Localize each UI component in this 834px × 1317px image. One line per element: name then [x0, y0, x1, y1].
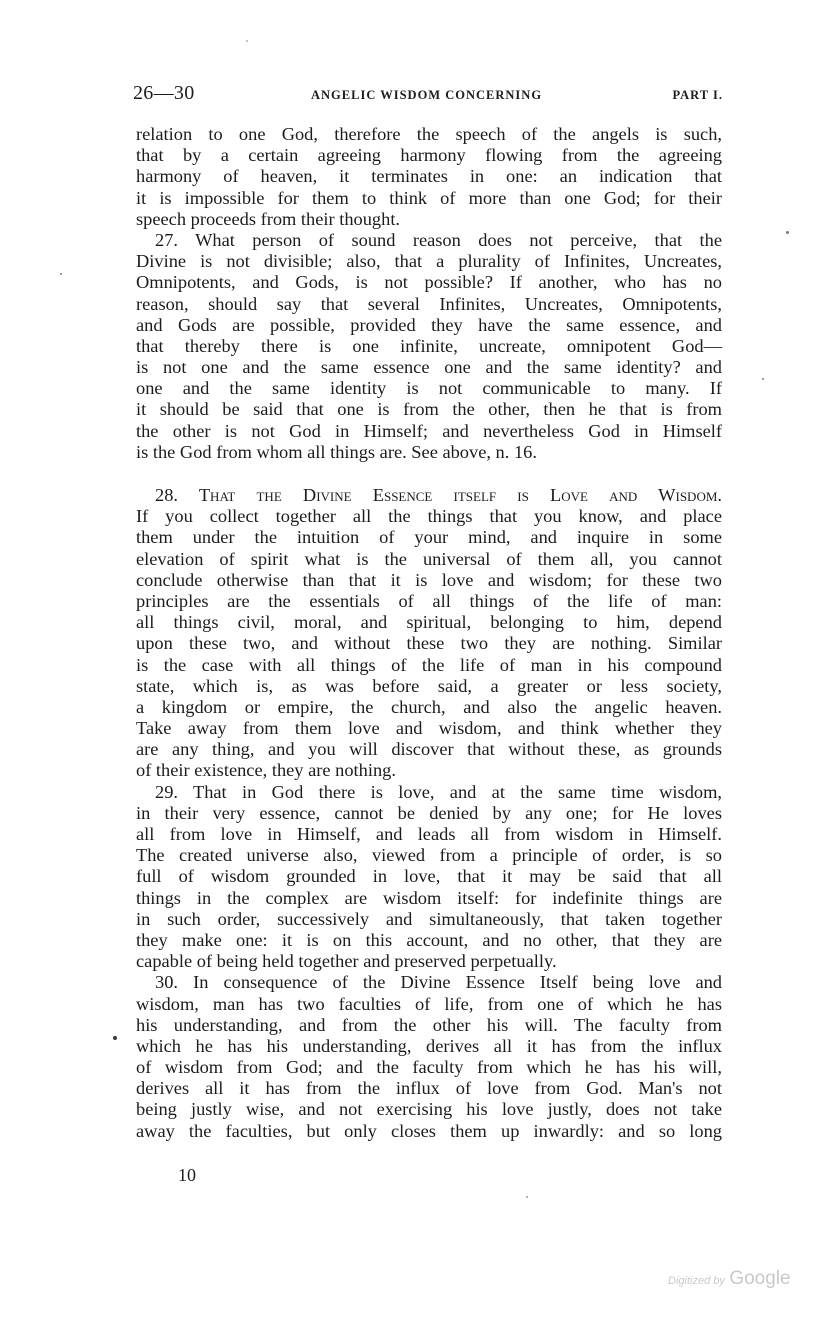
text-line: all from love in Himself, and leads all from wisdom in Himself. — [136, 824, 722, 844]
text-line: speech proceeds from their thought. — [136, 208, 401, 229]
text-line: derives all it has from the influx of love from God. Man's not — [136, 1078, 722, 1099]
ink-speck — [113, 1036, 117, 1040]
page-range: 26—30 — [133, 82, 195, 104]
body-text — [136, 124, 722, 1142]
text-line: capable of being held together and preserved perpetually. — [136, 951, 557, 972]
text-line: If you collect together all the things that you know, and place — [136, 506, 722, 527]
text-line: is not one and the same essence one and the same identity? and — [136, 357, 722, 378]
running-header — [133, 82, 723, 108]
text-line: in such order, successively and simultaneously, that taken together — [136, 908, 722, 929]
text-line: being justly wise, and not exercising his love justly, does not take — [136, 1099, 722, 1120]
text-line: them under the intuition of your mind, and inquire in some — [136, 527, 722, 548]
text-line: reason, should say that several Infinites, Uncreates, Omnipotents, — [136, 293, 722, 314]
text-line: full of wisdom grounded in love, that it may be said that all — [136, 866, 722, 887]
ink-speck — [246, 40, 248, 42]
text-line: which he has his understanding, derives all it has from the influx — [136, 1035, 722, 1056]
text-line: The created universe also, viewed from a principle of order, is so — [136, 845, 722, 866]
text-line: that thereby there is one infinite, uncreate, omnipotent God— — [136, 335, 722, 356]
text-line: relation to one God, therefore the speech of the angels is such, — [136, 124, 722, 144]
text-line: conclude otherwise than that it is love and wisdom; for these two — [136, 569, 722, 590]
text-line: it should be said that one is from the other, then he that is from — [136, 399, 722, 420]
text-line: a kingdom or empire, the church, and also the angelic heaven. — [136, 696, 722, 717]
text-line: are any thing, and you will discover that without these, as grounds — [136, 739, 722, 760]
paragraph-27-start: 27. What person of sound reason does not perceive, that the — [155, 229, 722, 250]
text-line: upon these two, and without these two they are nothing. Similar — [136, 633, 722, 654]
watermark-prefix: Digitized by — [668, 1275, 725, 1287]
text-line: Divine is not divisible; also, that a plurality of Infinites, Uncreates, — [136, 251, 722, 272]
text-line: state, which is, as was before said, a greater or less society, — [136, 675, 722, 696]
text-line: the other is not God in Himself; and nevertheless God in Himself — [136, 420, 722, 441]
text-line: Omnipotents, and Gods, is not possible? If another, who has no — [136, 272, 722, 293]
text-line: that by a certain agreeing harmony flowing from the agreeing — [136, 145, 722, 166]
ink-speck — [60, 273, 62, 275]
text-line: of wisdom from God; and the faculty from which he has his will, — [136, 1057, 722, 1078]
ink-speck — [526, 1196, 528, 1198]
text-line: harmony of heaven, it terminates in one: an indication that — [136, 166, 722, 187]
text-line: away the faculties, but only closes them up inwardly: and so long — [136, 1120, 722, 1141]
running-title: ANGELIC WISDOM CONCERNING — [311, 88, 543, 102]
text-line: principles are the essentials of all things of the life of man: — [136, 590, 722, 611]
text-line: wisdom, man has two faculties of life, from one of which he has — [136, 993, 722, 1014]
text-line: they make one: it is on this account, and no other, that they are — [136, 929, 722, 950]
section-heading-28: 28. That the Divine Essence itself is Love and Wisdom. — [155, 485, 722, 505]
digitized-watermark — [668, 1268, 791, 1290]
text-line: of their existence, they are nothing. — [136, 760, 396, 781]
paragraph-30-start: 30. In consequence of the Divine Essence Itself being love and — [155, 972, 722, 993]
text-line: elevation of spirit what is the universal of them all, you cannot — [136, 548, 722, 569]
signature-mark: 10 — [178, 1165, 196, 1185]
paragraph-29-start: 29. That in God there is love, and at the same time wisdom, — [155, 781, 722, 802]
text-line: things in the complex are wisdom itself: for indefinite things are — [136, 887, 722, 908]
text-line: and Gods are possible, provided they have the same essence, and — [136, 314, 722, 335]
text-line: Take away from them love and wisdom, and think whether they — [136, 718, 722, 739]
watermark-brand: Google — [729, 1268, 791, 1289]
text-line: it is impossible for them to think of more than one God; for their — [136, 187, 722, 208]
ink-speck — [762, 378, 764, 380]
text-line: is the God from whom all things are. See above, n. 16. — [136, 441, 537, 462]
part-label: PART I. — [672, 88, 723, 102]
text-line: in their very essence, cannot be denied by any one; for He loves — [136, 802, 722, 823]
text-line: one and the same identity is not communicable to many. If — [136, 378, 722, 399]
text-line: all things civil, moral, and spiritual, belonging to him, depend — [136, 612, 722, 633]
text-line: is the case with all things of the life of man in his compound — [136, 654, 722, 675]
ink-speck — [786, 231, 789, 234]
text-line: his understanding, and from the other his will. The faculty from — [136, 1014, 722, 1035]
